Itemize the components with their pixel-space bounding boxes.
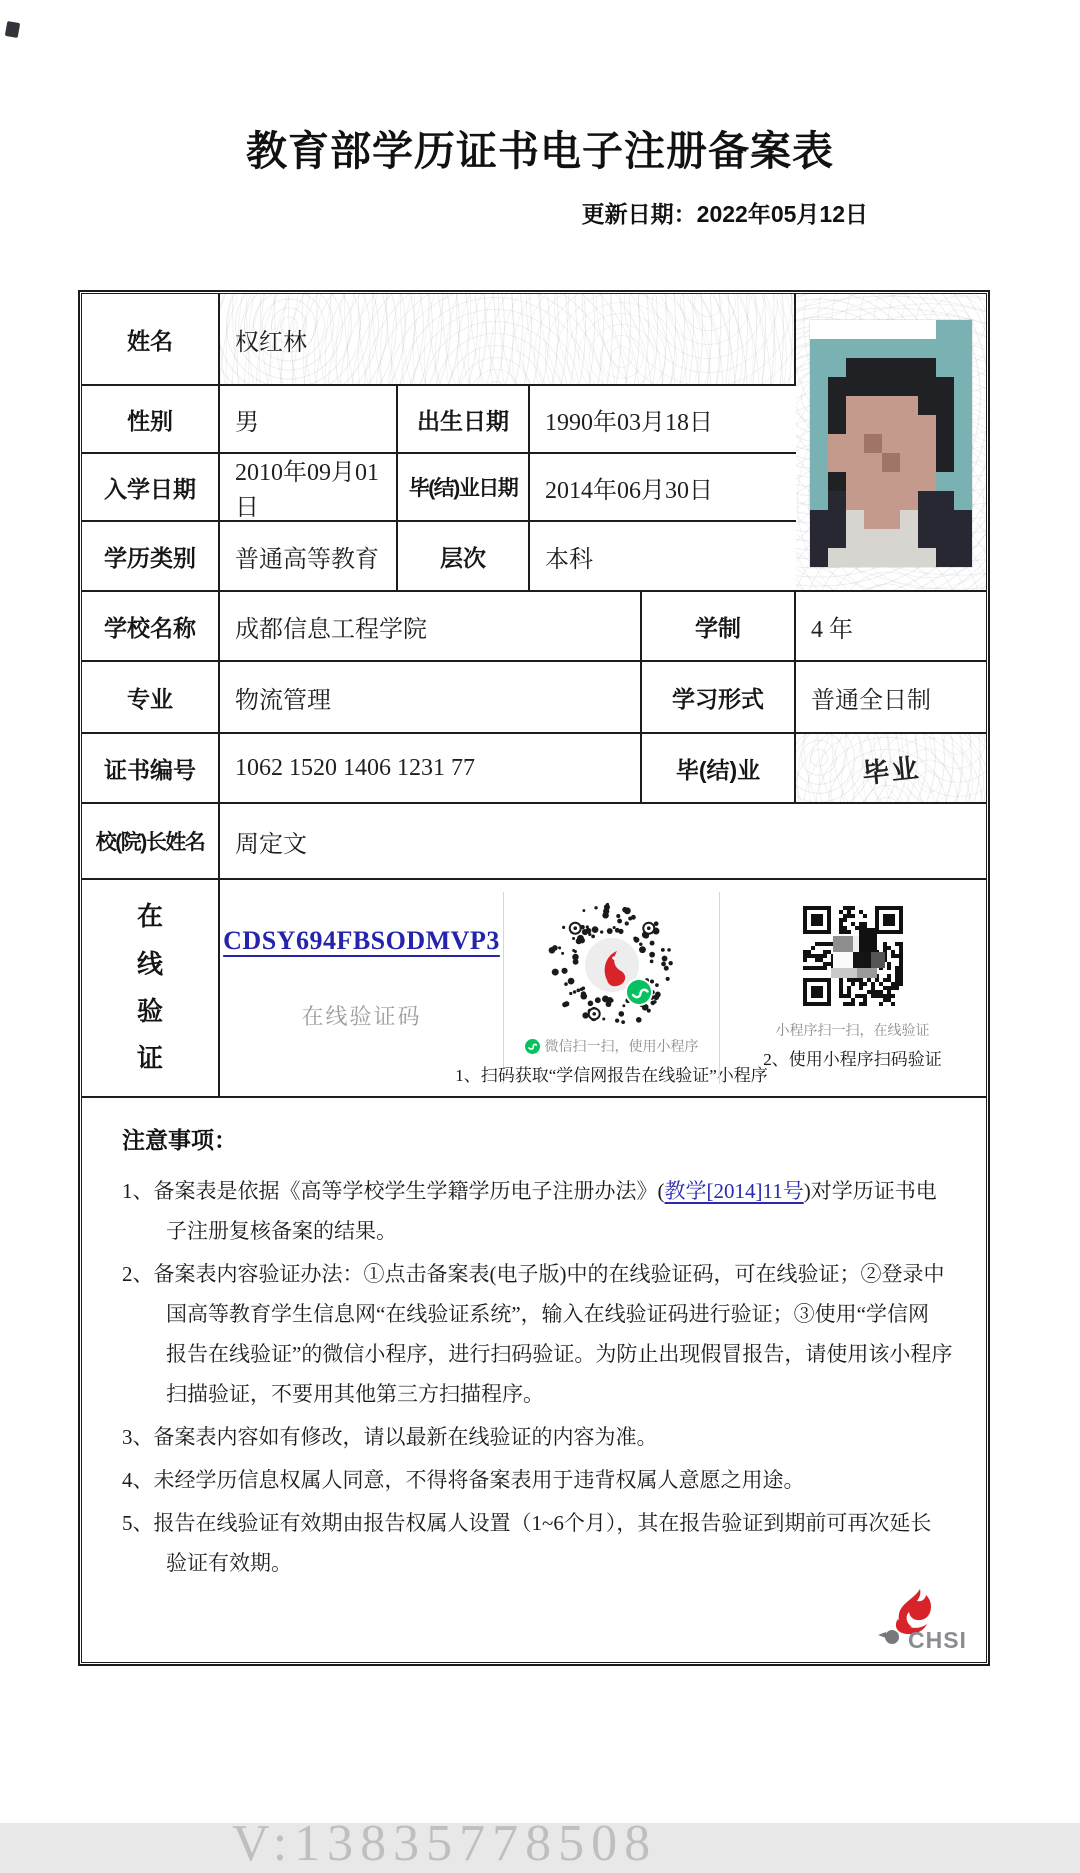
student-info-table — [82, 294, 986, 1098]
president-name-label: 校(院)长姓名 — [82, 804, 220, 880]
watermark-text: V:13835778508 — [232, 1815, 658, 1872]
certificate-no-label: 证书编号 — [82, 734, 220, 804]
enroll-date-label: 入学日期 — [82, 454, 220, 522]
graduation-status-value: 毕业 — [860, 752, 922, 789]
certificate-no-value: 1062 1520 1406 1231 77 — [220, 734, 642, 804]
update-date-label: 更新日期： — [581, 201, 697, 227]
record-form-outer-border — [78, 290, 990, 1872]
regulation-link[interactable]: 教学[2014]11号 — [664, 1179, 804, 1203]
notes-title: 注意事项： — [122, 1127, 237, 1153]
education-type-label: 学历类别 — [82, 522, 220, 592]
wechat-caption: 微信扫一扫，使用小程序 — [544, 1038, 699, 1054]
online-verification-cell — [220, 880, 986, 1098]
school-name-value: 成都信息工程学院 — [220, 592, 642, 662]
note-line: 扫描验证，不要用其他第三方扫描程序。 — [166, 1382, 544, 1406]
wechat-step-text: 1、扫码获取“学信网报告在线验证”小程序 — [455, 1066, 768, 1085]
president-name-value: 周定文 — [220, 804, 986, 880]
note-item-5 — [122, 1503, 946, 1583]
name-value: 权红林 — [220, 294, 796, 386]
graduation-date-label: 毕(结)业日期 — [398, 454, 530, 522]
note-line: 报告在线验证”的微信小程序，进行扫码验证。为防止出现假冒报告，请使用该小程序 — [166, 1342, 953, 1366]
photo-cell — [796, 294, 986, 592]
note-line: 2、备案表内容验证办法：①点击备案表(电子版)中的在线验证码，可在线验证；②登录中 — [122, 1262, 945, 1286]
online-verification-label: 在线验证 — [82, 880, 220, 1098]
wechat-minicode-block — [455, 892, 768, 1085]
note-line: 5、报告在线验证有效期由报告权属人设置（1~6个月），其在报告验证到期前可再次延长 — [122, 1511, 932, 1535]
note-item-4: 4、未经学历信息权属人同意，不得将备案表用于违背权属人意愿之用途。 — [122, 1468, 805, 1492]
page-title: 教育部学历证书电子注册备案表 — [246, 128, 834, 174]
qr-code-icon[interactable] — [803, 906, 903, 1006]
wechat-mini-program-code-icon[interactable] — [547, 900, 677, 1030]
update-date-value: 2022年05月12日 — [696, 201, 868, 227]
major-label: 专业 — [82, 662, 220, 734]
chsi-logo — [854, 1586, 994, 1656]
duration-label: 学制 — [642, 592, 796, 662]
scan-corner-artifact — [5, 21, 20, 38]
notes-section — [82, 1098, 986, 1662]
gender-value: 男 — [220, 386, 398, 454]
qr-code-block — [719, 892, 985, 1084]
record-form-inner-border — [81, 293, 987, 1663]
level-label: 层次 — [398, 522, 530, 592]
qr-caption: 小程序扫一扫，在线验证 — [775, 1022, 930, 1038]
svg-text:CHSI: CHSI — [908, 1627, 967, 1653]
enroll-date-value: 2010年09月01日 — [220, 454, 398, 522]
education-type-value: 普通高等教育 — [220, 522, 398, 592]
note-line: 国高等教育学生信息网“在线验证系统”，输入在线验证码进行验证；③使用“学信网 — [166, 1302, 929, 1326]
qr-step-text: 2、使用小程序扫码验证 — [763, 1050, 942, 1069]
verification-code-link[interactable]: CDSY694FBSODMVP3 — [223, 926, 500, 955]
school-name-label: 学校名称 — [82, 592, 220, 662]
verification-code-caption: 在线验证码 — [301, 1004, 422, 1029]
update-date — [582, 196, 868, 229]
birth-date-value: 1990年03月18日 — [530, 386, 796, 454]
level-value: 本科 — [530, 522, 796, 592]
name-label: 姓名 — [82, 294, 220, 386]
study-form-label: 学习形式 — [642, 662, 796, 734]
wechat-icon — [525, 1039, 540, 1054]
major-value: 物流管理 — [220, 662, 642, 734]
birth-date-label: 出生日期 — [398, 386, 530, 454]
graduation-status-cell — [796, 734, 986, 804]
duration-value: 4 年 — [796, 592, 986, 662]
note-item-3: 3、备案表内容如有修改，请以最新在线验证的内容为准。 — [122, 1425, 658, 1449]
graduation-status-label: 毕(结)业 — [642, 734, 796, 804]
gender-label: 性别 — [82, 386, 220, 454]
note-item-2 — [122, 1254, 953, 1414]
graduation-date-value: 2014年06月30日 — [530, 454, 796, 522]
study-form-value: 普通全日制 — [796, 662, 986, 734]
id-photo — [810, 320, 972, 567]
note-line: 验证有效期。 — [166, 1551, 292, 1575]
note-item-1: 1、备案表是依据《高等学校学生学籍学历电子注册办法》(教学[2014]11号)对学历证书电 子注册复核备案的结果。 — [122, 1179, 937, 1243]
